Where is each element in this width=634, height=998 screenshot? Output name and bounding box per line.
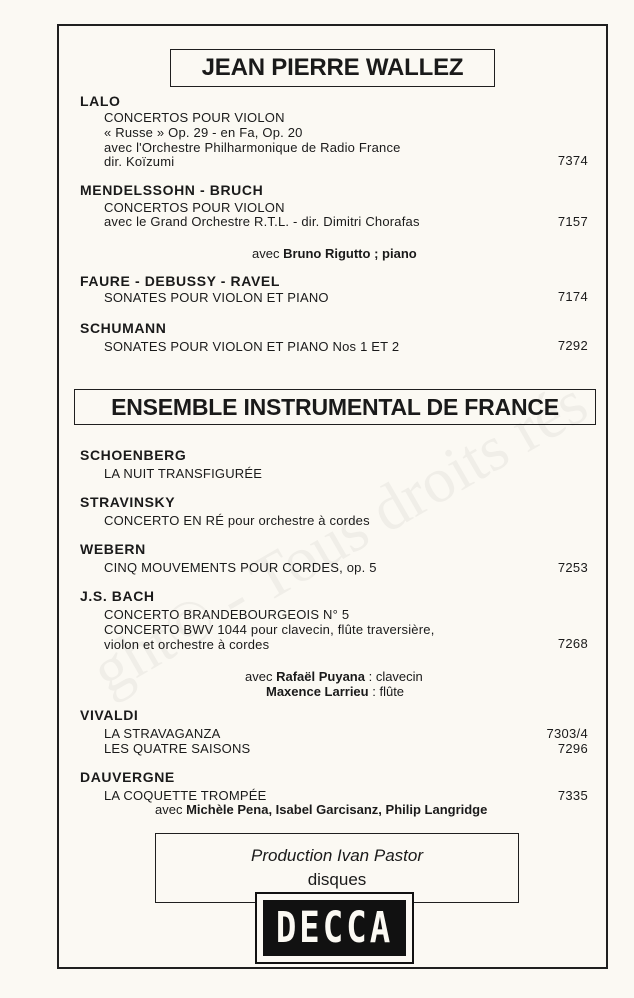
catalog-number: 7292	[557, 338, 588, 353]
work-line: CONCERTO BWV 1044 pour clavecin, flûte traversière,	[104, 622, 435, 637]
composer-name: WEBERN	[80, 541, 146, 557]
catalog-number: 7296	[557, 741, 588, 756]
production-credit: Production Ivan Pastor	[251, 846, 423, 865]
work-line: « Russe » Op. 29 - en Fa, Op. 20	[104, 125, 303, 140]
catalog-number: 7374	[557, 153, 588, 168]
composer-name: DAUVERGNE	[80, 769, 175, 785]
composer-name: LALO	[80, 93, 121, 109]
credit-prefix: avec	[155, 802, 183, 817]
work-line: avec le Grand Orchestre R.T.L. - dir. Dimitri Chorafas	[104, 214, 420, 229]
catalog-number: 7335	[557, 788, 588, 803]
work-line: CONCERTO BRANDEBOURGEOIS N° 5	[104, 607, 350, 622]
performer-names: Michèle Pena, Isabel Garcisanz, Philip Langridge	[186, 802, 488, 817]
decca-logo-text: DECCA	[275, 903, 394, 953]
performer-credit	[266, 684, 404, 699]
catalog-number: 7157	[557, 214, 588, 229]
work-line: LA NUIT TRANSFIGURÉE	[104, 466, 263, 481]
work-line: LA COQUETTE TROMPÉE	[104, 788, 267, 803]
decca-logo	[255, 892, 414, 964]
performer-name: Bruno Rigutto	[283, 246, 371, 261]
composer-name: FAURE - DEBUSSY - RAVEL	[80, 273, 280, 289]
work-line: CONCERTO EN RÉ pour orchestre à cordes	[104, 513, 370, 528]
work-line: LA STRAVAGANZA	[104, 726, 221, 741]
composer-name: SCHUMANN	[80, 320, 167, 336]
performer-role: : flûte	[372, 684, 405, 699]
credit-prefix: avec	[245, 669, 273, 684]
work-line: CONCERTOS POUR VIOLON	[104, 200, 285, 215]
performer-credit	[155, 802, 487, 817]
catalog-number: 7253	[557, 560, 588, 575]
section-title-ensemble: ENSEMBLE INSTRUMENTAL DE FRANCE	[74, 389, 596, 425]
work-line: CONCERTOS POUR VIOLON	[104, 110, 285, 125]
credit-prefix: avec	[252, 246, 280, 261]
work-line: violon et orchestre à cordes	[104, 637, 270, 652]
work-line: LES QUATRE SAISONS	[104, 741, 251, 756]
performer-credit	[245, 669, 423, 684]
work-line: avec l'Orchestre Philharmonique de Radio France	[104, 140, 401, 155]
work-line: SONATES POUR VIOLON ET PIANO	[104, 290, 329, 305]
catalog-number: 7174	[557, 289, 588, 304]
work-line: dir. Koïzumi	[104, 154, 175, 169]
decca-logo-plate	[263, 900, 406, 956]
composer-name: SCHOENBERG	[80, 447, 187, 463]
performer-role: ; piano	[374, 246, 417, 261]
performer-name: Maxence Larrieu	[266, 684, 369, 699]
catalog-number: 7268	[557, 636, 588, 651]
composer-name: STRAVINSKY	[80, 494, 176, 510]
performer-role: : clavecin	[368, 669, 423, 684]
work-line: CINQ MOUVEMENTS POUR CORDES, op. 5	[104, 560, 377, 575]
section-title-wallez: JEAN PIERRE WALLEZ	[170, 49, 495, 87]
work-line: SONATES POUR VIOLON ET PIANO Nos 1 ET 2	[104, 339, 400, 354]
production-label: disques	[307, 870, 367, 889]
performer-name: Rafaël Puyana	[276, 669, 365, 684]
composer-name: VIVALDI	[80, 707, 139, 723]
composer-name: MENDELSSOHN - BRUCH	[80, 182, 264, 198]
catalog-number: 7303/4	[546, 726, 588, 741]
composer-name: J.S. BACH	[80, 588, 155, 604]
performer-credit	[252, 246, 417, 261]
